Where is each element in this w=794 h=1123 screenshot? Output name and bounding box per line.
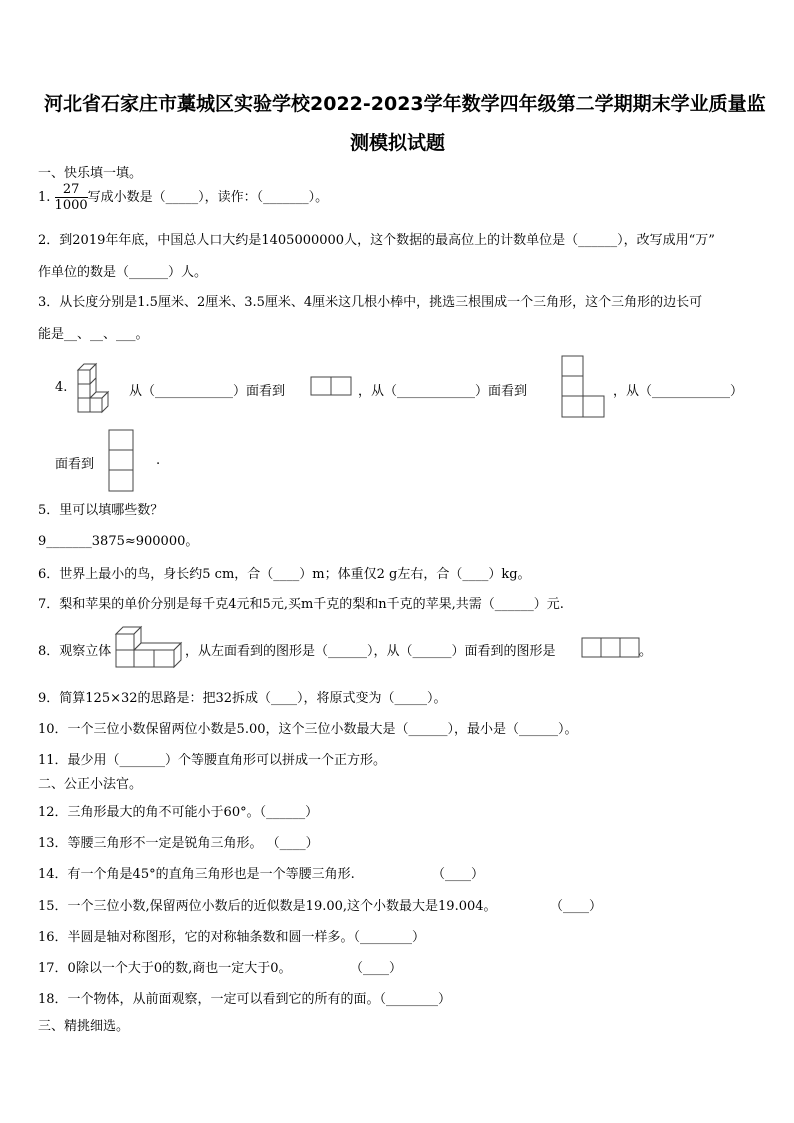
- question-4-part3: ，从（____________）: [613, 384, 744, 399]
- question-6: 6．世界上最小的鸟，身长约5 cm，合（____）m；体重仅2 g左右，合（____）kg。: [38, 567, 531, 582]
- question-8-end: 。: [639, 644, 653, 659]
- question-14: 14．有一个角是45°的直角三角形也是一个等腰三角形.: [38, 867, 355, 882]
- cube-stack-figure: [73, 354, 121, 422]
- fraction-denominator: 1000: [54, 198, 88, 213]
- question-4-part4: 面看到: [55, 457, 95, 472]
- question-4-part1: 从（____________）面看到: [129, 384, 286, 399]
- question-number: 1.: [38, 190, 51, 205]
- question-9: 9．简算125×32的思路是：把32拆成（____），将原式变为（_____）。: [38, 691, 447, 706]
- question-4-number: 4.: [55, 380, 68, 395]
- question-5-line1: 5．里可以填哪些数？: [38, 503, 164, 518]
- view-l-shape: [561, 355, 607, 419]
- question-2-line1: 2．到2019年年底，中国总人口大约是1405000000人，这个数据的最高位上的计数单位是（______），改写成用“万”: [38, 233, 715, 248]
- question-16: 16．半圆是轴对称图形，它的对称轴条数和圆一样多。（________）: [38, 930, 426, 945]
- question-15: 15．一个三位小数,保留两位小数后的近似数是19.00,这个小数最大是19.004。: [38, 899, 497, 914]
- question-8-text: ，从左面看到的图形是（______），从（______）面看到的图形是: [185, 644, 556, 659]
- question-3-line1: 3．从长度分别是1.5厘米、2厘米、3.5厘米、4厘米这几根小棒中，挑选三根围成一个三角形，这个三角形的边长可: [38, 295, 703, 310]
- question-17-blank: （____）: [350, 961, 403, 976]
- page-title-line2: 测模拟试题: [350, 132, 446, 154]
- question-17: 17．0除以一个大于0的数,商也一定大于0。: [38, 961, 292, 976]
- section-heading-1: 一、快乐填一填。: [38, 166, 143, 181]
- question-13: 13．等腰三角形不一定是锐角三角形。 （____）: [38, 836, 319, 851]
- question-11: 11．最少用（_______）个等腰直角形可以拼成一个正方形。: [38, 753, 387, 768]
- question-5-line2: 9_______3875≈900000。: [38, 534, 199, 549]
- question-4-part2: ，从（____________）面看到: [358, 384, 528, 399]
- question-7: 7．梨和苹果的单价分别是每千克4元和5元,买m千克的梨和n千克的苹果,共需（______）元.: [38, 597, 564, 612]
- question-8-label: 8．观察立体: [38, 644, 112, 659]
- page-title-line1: 河北省石家庄市藁城区实验学校2022-2023学年数学四年级第二学期期末学业质量监: [44, 93, 766, 115]
- fraction: [55, 182, 88, 213]
- view-two-squares: [310, 376, 352, 396]
- view-vertical-column: [108, 429, 136, 493]
- solid-figure: [113, 624, 185, 670]
- question-10: 10．一个三位小数保留两位小数是5.00，这个三位小数最大是（______），最小是（______）。: [38, 722, 578, 737]
- question-18: 18．一个物体，从前面观察，一定可以看到它的所有的面。（________）: [38, 992, 452, 1007]
- question-14-blank: （____）: [432, 867, 485, 882]
- question-4-end: .: [156, 453, 161, 468]
- question-1: [38, 182, 328, 213]
- question-3-line2: 能是__、__、___。: [38, 327, 149, 342]
- section-heading-2: 二、公正小法官。: [38, 777, 143, 792]
- question-text: 写成小数是（_____），读作：（_______）。: [87, 190, 329, 205]
- fraction-numerator: 27: [55, 182, 88, 198]
- question-2-line2: 作单位的数是（______）人。: [38, 265, 208, 280]
- view-three-squares: [581, 637, 641, 658]
- section-heading-3: 三、精挑细选。: [38, 1019, 130, 1034]
- question-15-blank: （____）: [550, 899, 603, 914]
- question-12: 12．三角形最大的角不可能小于60°。（______）: [38, 805, 319, 820]
